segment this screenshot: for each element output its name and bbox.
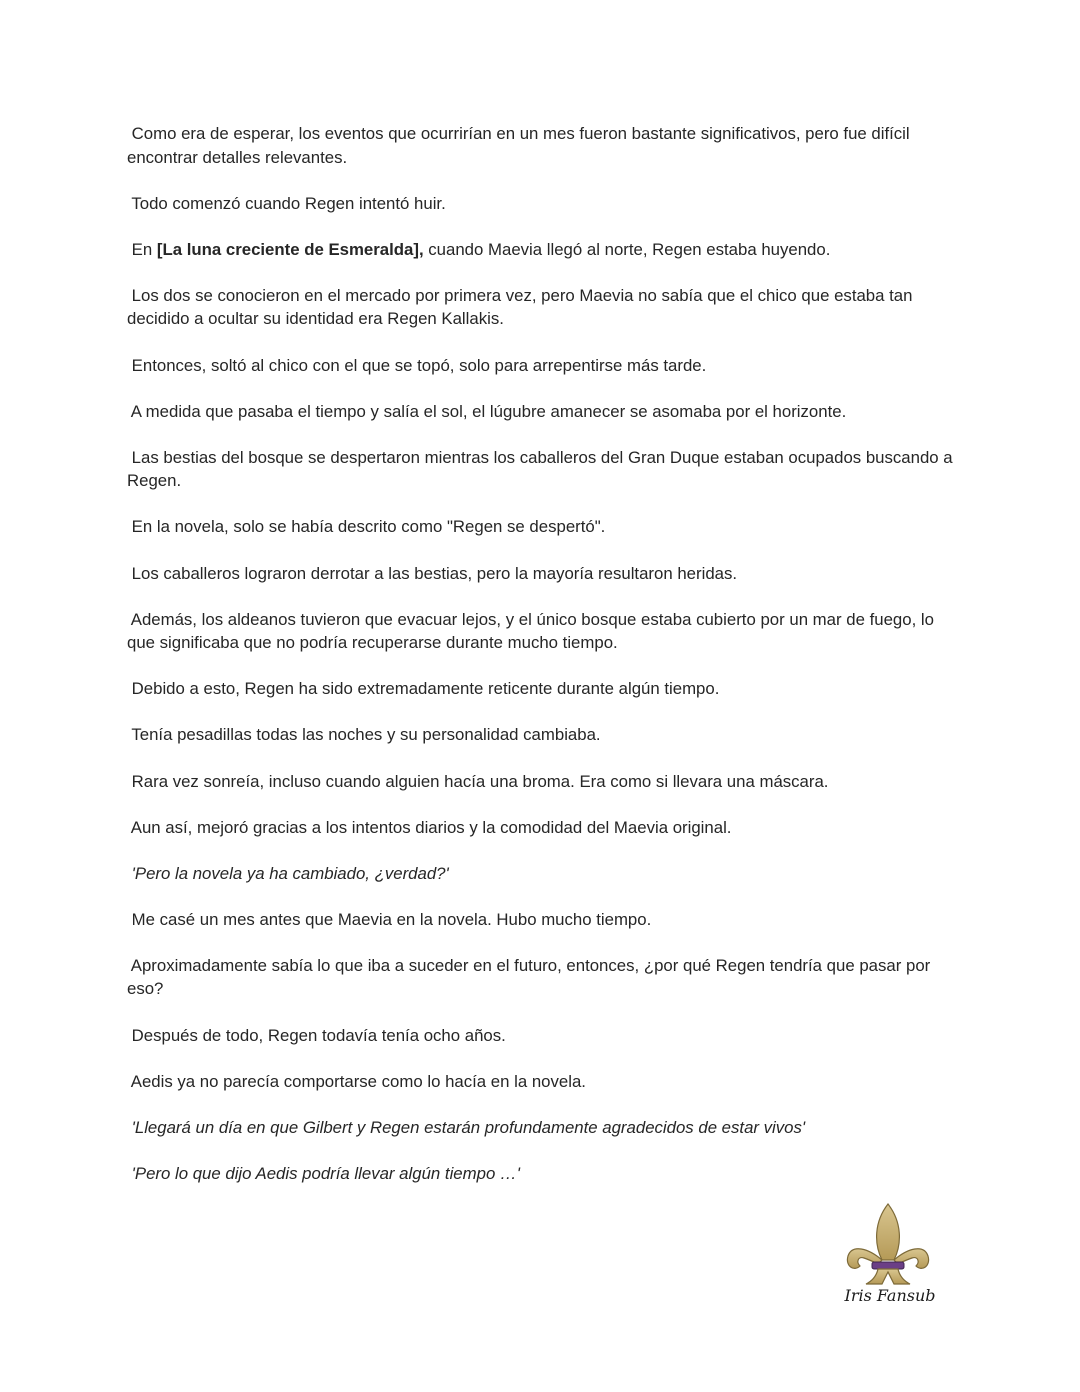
paragraph: Después de todo, Regen todavía tenía ocho años. [131,1025,506,1045]
paragraph: Los dos se conocieron en el mercado por primera vez, pero Maevia no sabía que el chico que estaba tan decidido a ocultar su identidad era Regen Kallakis. [127,285,913,329]
paragraph: A medida que pasaba el tiempo y salía el sol, el lúgubre amanecer se asomaba por el horizonte. [130,401,847,421]
paragraph: Como era de esperar, los eventos que ocurrirían en un mes fueron bastante significativos, pero fue difícil encontrar detalles relevantes. [127,124,910,167]
paragraph: Entonces, soltó al chico con el que se topó, solo para arrepentirse más tarde. [131,355,707,375]
iris-fansub-logo [838,1200,938,1312]
paragraph: Aun así, mejoró gracias a los intentos diarios y la comodidad del Maevia original. [130,817,732,837]
paragraph: Los caballeros lograron derrotar a las bestias, pero la mayoría resultaron heridas. [131,563,738,583]
paragraph-thought: 'Pero la novela ya ha cambiado, ¿verdad?' [131,863,449,883]
paragraph: Tenía pesadillas todas las noches y su personalidad cambiaba. [131,725,601,745]
paragraph: Aproximadamente sabía lo que iba a suceder en el futuro, entonces, ¿por qué Regen tendría que pasar por eso? [127,955,931,999]
paragraph: Además, los aldeanos tuvieron que evacuar lejos, y el único bosque estaba cubierto por un mar de fuego, lo que significaba que no podría recuperarse durante mucho tiempo. [127,609,934,653]
novel-title: [La luna creciente de Esmeralda], [156,239,424,259]
paragraph: Las bestias del bosque se despertaron mientras los caballeros del Gran Duque estaban ocupados buscando a Regen. [127,447,953,491]
paragraph: Rara vez sonreía, incluso cuando alguien hacía una broma. Era como si llevara una máscara. [131,771,829,791]
document-body [127,122,957,1208]
paragraph: Aedis ya no parecía comportarse como lo hacía en la novela. [130,1071,586,1091]
paragraph: En [La luna creciente de Esmeralda], cuando Maevia llegó al norte, Regen estaba huyendo. [131,239,831,259]
paragraph-thought: 'Llegará un día en que Gilbert y Regen estarán profundamente agradecidos de estar vivos' [131,1117,806,1137]
paragraph: Me casé un mes antes que Maevia en la novela. Hubo mucho tiempo. [131,909,652,929]
logo-text: Iris Fansub [844,1286,936,1305]
paragraph: Todo comenzó cuando Regen intentó huir. [131,193,446,213]
paragraph: Debido a esto, Regen ha sido extremadamente reticente durante algún tiempo. [131,679,720,699]
fleur-de-lis-icon [838,1200,938,1290]
paragraph-thought: 'Pero lo que dijo Aedis podría llevar algún tiempo …' [131,1163,520,1183]
paragraph: En la novela, solo se había descrito como "Regen se despertó". [131,517,606,537]
